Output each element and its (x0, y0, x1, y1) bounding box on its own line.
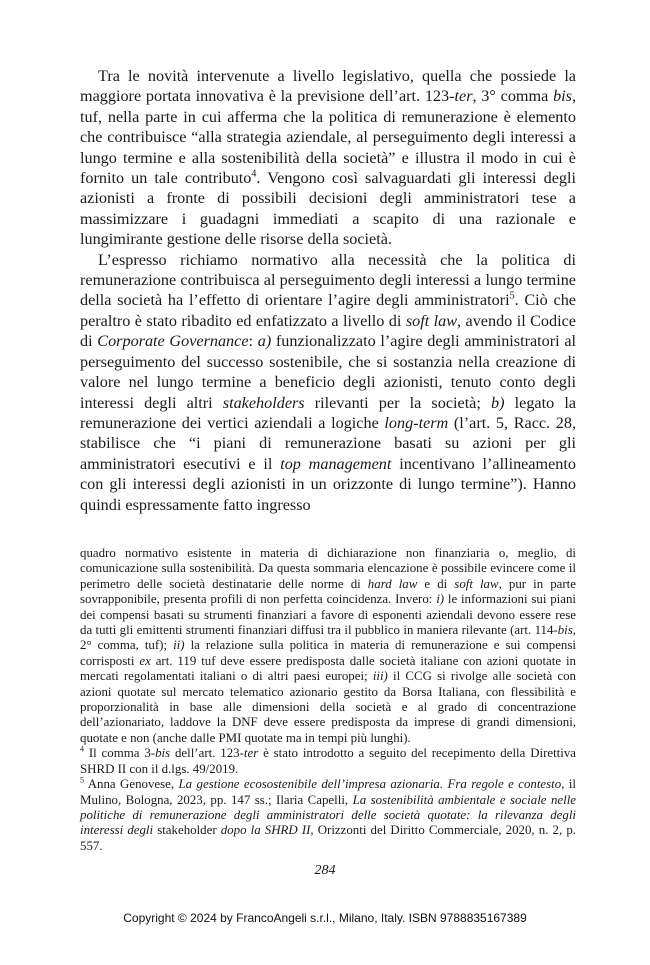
italic-text: La gestione ecosostenibile dell’impresa azionaria. Fra regole e contesto (178, 777, 562, 792)
text-run: la relazione sulla politica in materia di remunerazione e sui compensi corrisposti (80, 638, 576, 668)
text-run: è stato introdotto a seguito del recepimento della Direttiva SHRD II con il d.lgs. 49/2019. (80, 746, 577, 776)
text-run: . Ciò che peraltro è stato ribadito ed enfatizzato a livello di (80, 291, 576, 330)
footnote-continued (80, 546, 576, 746)
italic-text: hard law (367, 576, 418, 591)
italic-text: ex (139, 653, 151, 668)
text-run: . Vengono così salvaguardati gli interessi degli azionisti a fronte di possibili decisioni degli amministratori tese a massimizzare i guadagni immediati a scapito di una razionale e lungimirante gestione delle risorse della società. (80, 169, 576, 249)
text-run: Anna Genovese, (84, 777, 179, 792)
text-run: e di (417, 576, 455, 591)
text-run: stakeholder (153, 823, 221, 838)
footnote-5 (80, 777, 576, 854)
italic-text: Corporate Governance (97, 332, 249, 351)
footnote-marker: 4 (251, 168, 257, 180)
italic-text: bis (155, 746, 171, 761)
italic-text: ter (243, 746, 259, 761)
text-run: , pur in parte sovrapponibile, presenta profili di non perfetta coincidenza. Invero: (80, 576, 576, 607)
italic-text: ter (454, 87, 473, 106)
text-run: incentivano l’allineamento con gli interessi degli azionisti in un orizzonte di lungo termine”). Hanno quindi espressamente fatto ingresso (80, 454, 576, 514)
italic-text: bis (553, 87, 572, 106)
text-run: : (248, 332, 258, 351)
text-run: L’espresso richiamo normativo alla necessità che la politica di remunerazione contribuisca al perseguimento degli interessi a lungo termine della società ha l’effetto di orientare l’agire degli amministratori (80, 250, 576, 310)
italic-text: stakeholders (222, 393, 305, 412)
text-run: Tra le novità intervenute a livello legislativo, quella che possiede la maggiore portata innovativa è la previsione dell’art. 123- (80, 67, 576, 106)
italic-text: soft law (405, 311, 458, 330)
italic-text: b) (491, 393, 505, 412)
italic-text: soft law (454, 576, 499, 591)
text-run: quadro normativo esistente in materia di dichiarazione non finanziaria o, meglio, di comunicazione sulla sostenibilità. Da questa sommaria elencazione è possibile evincere come il perimetro delle società destinatarie delle norme di (80, 546, 576, 591)
italic-text: iii) (372, 669, 388, 684)
text-run: art. 119 tuf deve essere predisposta dalle società italiane con azioni quotate in mercati regolamentati italiani o di altri paesi europei; (80, 653, 576, 684)
text-run: (l’art. 5, Racc. 28, stabilisce che “i piani di remunerazione basati su azioni per gli amministratori esecutivi e il (80, 413, 576, 473)
text-run: , 3° comma (472, 87, 554, 106)
text-run: funzionalizzato l’agire degli amministratori al perseguimento del successo sostenibile, che si sostanzia nella creazione di valore nel lungo termine a beneficio degli azionisti, tenuto conto degli interessi degli altri (80, 332, 576, 412)
text-run: le informazioni sui piani dei compensi basati su strumenti finanziari a favore di esponenti aziendali devono essere rese da tutti gli emittenti strumenti finanziari diffusi tra il pubblico in maniera rilevante (art. 114- (80, 592, 576, 638)
italic-text: ii) (173, 638, 185, 653)
footnote-marker: 5 (80, 775, 84, 785)
footnote-marker: 4 (80, 744, 84, 754)
text-run: , il Mulino, Bologna, 2023, pp. 147 ss.; Ilaria Capelli, (80, 777, 576, 807)
italic-text: bis (557, 623, 573, 638)
body-paragraph-1 (80, 66, 576, 250)
text-run: il CCG si rivolge alle società con azioni quotate sul mercato telematico azionario gestito da Borsa Italiana, con flessibilità e proporzionalità in base alle dimensioni della società e al grado di concentrazione dell’azionariato, laddove la DNF deve essere predisposta da imprese di grandi dimensioni, quotate e non (anche dalle PMI quotate ma in tempi più lunghi). (80, 669, 576, 745)
italic-text: i) (436, 592, 445, 607)
italic-text: a) (257, 332, 272, 351)
text-run: , tuf, nella parte in cui afferma che la politica di remunerazione è elemento che contribuisce “alla strategia aziendale, al perseguimento degli interessi a lungo termine e alla sostenibilità della società” e illustra il modo in cui è fornito un tale contributo (80, 87, 577, 188)
body-paragraph-2 (80, 250, 576, 515)
text-run: legato la remunerazione dei vertici aziendali a logiche (80, 393, 576, 432)
italic-text: long-term (384, 413, 449, 432)
text-run: , avendo il Codice di (80, 311, 576, 351)
footnote-4 (80, 746, 576, 777)
copyright-notice: Copyright © 2024 by FrancoAngeli s.r.l., Milano, Italy. ISBN 9788835167389 (123, 911, 527, 925)
text-run: rilevanti per la società; (304, 393, 492, 412)
italic-text: La sostenibilità ambientale e sociale nelle politiche di remunerazione degli amministratori delle società quotate: la rilevanza degli interessi degli (80, 792, 576, 838)
text-run: , Orizzonti del Diritto Commerciale, 2020, n. 2, p. 557. (80, 823, 576, 853)
text-run: , 2° comma, tuf); (80, 623, 576, 653)
italic-text: top management (280, 454, 392, 473)
text-run: dell’art. 123- (170, 746, 244, 761)
italic-text: dopo la SHRD II (220, 823, 311, 838)
footnotes (80, 546, 576, 854)
text-run: Il comma 3- (84, 746, 156, 761)
footnote-marker: 5 (509, 291, 515, 303)
page-number: 284 (314, 863, 336, 878)
main-text (80, 66, 576, 515)
